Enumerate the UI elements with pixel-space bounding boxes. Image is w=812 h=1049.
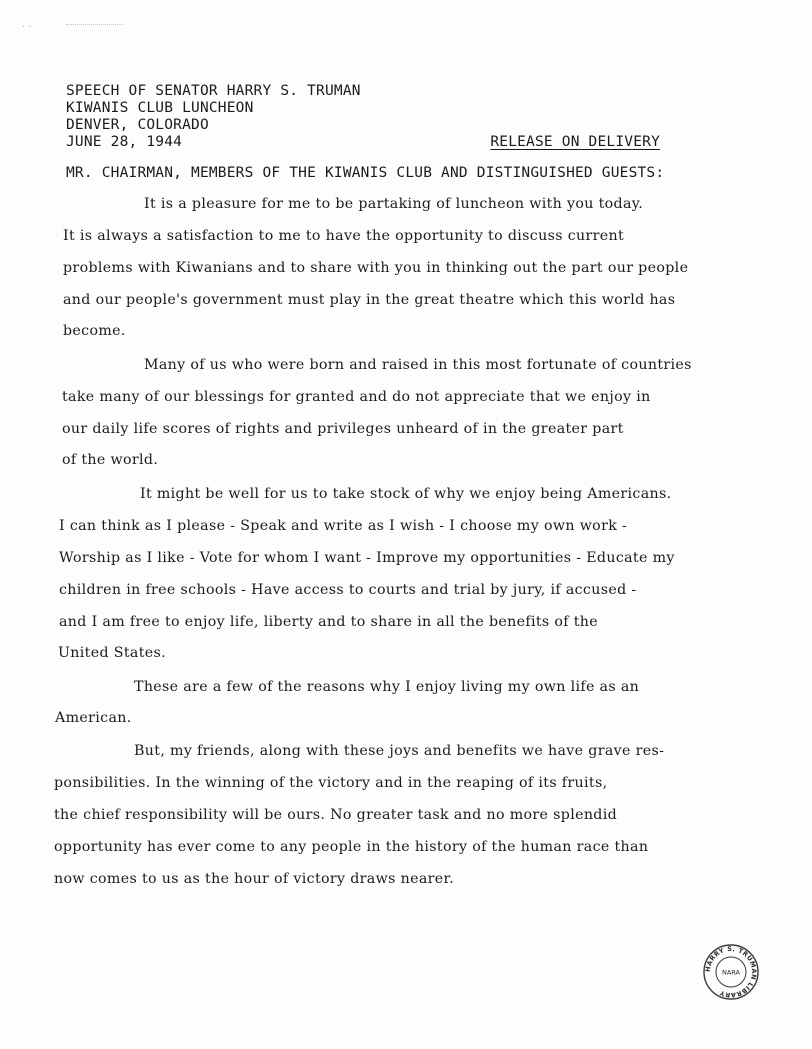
release-on-delivery-note: RELEASE ON DELIVERY bbox=[490, 134, 660, 150]
body-line: now comes to us as the hour of victory draws nearer. bbox=[54, 871, 454, 887]
body-line: It might be well for us to take stock of why we enjoy being Americans. bbox=[140, 486, 672, 502]
library-seal-stamp bbox=[703, 944, 759, 1000]
stamp-center-text: NARA bbox=[721, 968, 741, 977]
body-line: children in free schools - Have access to courts and trial by jury, if accused - bbox=[59, 582, 637, 598]
body-line: ponsibilities. In the winning of the victory and in the reaping of its fruits, bbox=[54, 775, 608, 791]
header-event-line: KIWANIS CLUB LUNCHEON bbox=[66, 100, 254, 116]
body-line: opportunity has ever come to any people in the history of the human race than bbox=[54, 839, 649, 855]
body-line: I can think as I please - Speak and write as I wish - I choose my own work - bbox=[59, 518, 628, 534]
body-line: our daily life scores of rights and privileges unheard of in the greater part bbox=[62, 421, 624, 437]
body-line: United States. bbox=[58, 645, 166, 661]
body-line: But, my friends, along with these joys and benefits we have grave res- bbox=[134, 743, 665, 759]
body-line: Many of us who were born and raised in this most fortunate of countries bbox=[144, 357, 692, 373]
body-line: of the world. bbox=[62, 452, 159, 468]
salutation: MR. CHAIRMAN, MEMBERS OF THE KIWANIS CLUB AND DISTINGUISHED GUESTS: bbox=[66, 165, 665, 181]
body-line: problems with Kiwanians and to share with you in thinking out the part our people bbox=[63, 260, 689, 276]
scan-mark: · · bbox=[22, 22, 32, 33]
stamp-ring-text: HARRY S. TRUMAN LIBRARY bbox=[703, 944, 759, 1000]
body-line: and I am free to enjoy life, liberty and to share in all the benefits of the bbox=[59, 614, 599, 630]
body-line: and our people's government must play in the great theatre which this world has bbox=[63, 292, 676, 308]
header-location-line: DENVER, COLORADO bbox=[66, 117, 209, 133]
body-line: Worship as I like - Vote for whom I want - Improve my opportunities - Educate my bbox=[59, 550, 675, 566]
body-line: American. bbox=[55, 710, 132, 726]
header-title-line: SPEECH OF SENATOR HARRY S. TRUMAN bbox=[66, 83, 361, 99]
body-line: These are a few of the reasons why I enjoy living my own life as an bbox=[134, 679, 640, 695]
scan-mark bbox=[66, 24, 124, 25]
body-line: It is always a satisfaction to me to have the opportunity to discuss current bbox=[63, 228, 625, 244]
body-line: the chief responsibility will be ours. No greater task and no more splendid bbox=[54, 807, 618, 823]
body-line: It is a pleasure for me to be partaking of luncheon with you today. bbox=[144, 196, 644, 212]
body-line: take many of our blessings for granted and do not appreciate that we enjoy in bbox=[62, 389, 651, 405]
body-line: become. bbox=[63, 323, 126, 339]
header-date-line: JUNE 28, 1944 bbox=[66, 134, 183, 150]
